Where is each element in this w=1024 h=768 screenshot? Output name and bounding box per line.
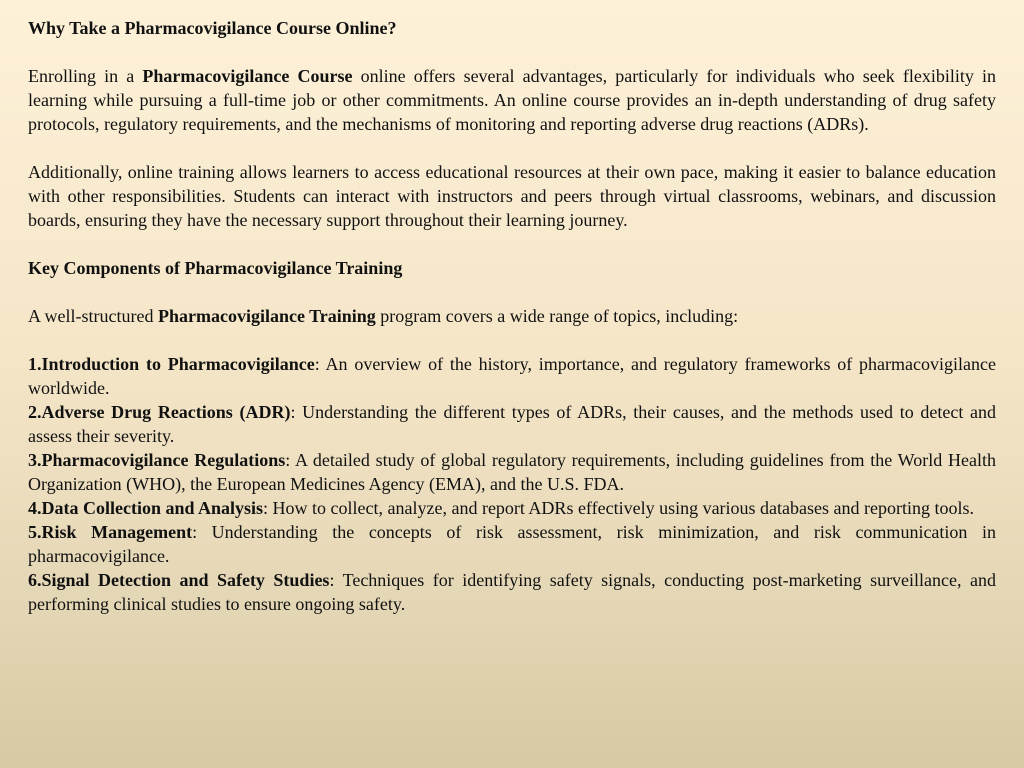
topic-title: 1.Introduction to Pharmacovigilance bbox=[28, 354, 315, 374]
topic-title: 4.Data Collection and Analysis bbox=[28, 498, 264, 518]
intro-paragraph-post: online offers several advantages, particularly for individuals who seek flexibility in learning while pursuing a full-time job or other commitments. An online course provides an in-depth understanding of drug safety protocols, regulatory requirements, and the mechanisms of monitoring and reporting adverse drug reactions (ADRs). bbox=[28, 66, 997, 134]
intro-paragraph bbox=[28, 64, 996, 136]
additional-paragraph: Additionally, online training allows learners to access educational resources at their own pace, making it easier to balance education with other responsibilities. Students can interact with instructors and peers through virtual classrooms, webinars, and discussion boards, ensuring they have the necessary support throughout their learning journey. bbox=[28, 162, 996, 230]
key-components-heading: Key Components of Pharmacovigilance Training bbox=[28, 258, 403, 278]
list-item bbox=[28, 352, 996, 400]
topic-title: 2.Adverse Drug Reactions (ADR) bbox=[28, 402, 291, 422]
list-item bbox=[28, 496, 996, 520]
program-paragraph bbox=[28, 304, 996, 328]
list-item bbox=[28, 448, 996, 496]
topic-title: 5.Risk Management bbox=[28, 522, 193, 542]
list-item bbox=[28, 520, 996, 568]
why-heading: Why Take a Pharmacovigilance Course Online? bbox=[28, 18, 397, 38]
topics-list bbox=[28, 352, 996, 616]
intro-paragraph-bold: Pharmacovigilance Course bbox=[142, 66, 353, 86]
topic-description: : Understanding the different types of ADRs, their causes, and the methods used to detect and assess their severity. bbox=[28, 402, 996, 446]
program-paragraph-bold: Pharmacovigilance Training bbox=[157, 306, 376, 326]
topic-description: : Understanding the concepts of risk assessment, risk minimization, and risk communication in pharmacovigilance. bbox=[28, 522, 997, 566]
list-item bbox=[28, 568, 996, 616]
topic-description: : How to collect, analyze, and report ADRs effectively using various databases and reporting tools. bbox=[263, 498, 975, 518]
topic-description: : Techniques for identifying safety signals, conducting post-marketing surveillance, and performing clinical studies to ensure ongoing safety. bbox=[28, 570, 996, 614]
intro-paragraph-pre: Enrolling in a bbox=[28, 66, 143, 86]
list-item bbox=[28, 400, 996, 448]
program-paragraph-pre: A well-structured bbox=[28, 306, 158, 326]
topic-title: 3.Pharmacovigilance Regulations bbox=[28, 450, 286, 470]
topic-description: : A detailed study of global regulatory requirements, including guidelines from the World Health Organization (WHO), the European Medicines Agency (EMA), and the U.S. FDA. bbox=[28, 450, 996, 494]
program-paragraph-post: program covers a wide range of topics, including: bbox=[375, 306, 739, 326]
topic-title: 6.Signal Detection and Safety Studies bbox=[28, 570, 330, 590]
document-body bbox=[28, 16, 996, 616]
topic-description: : An overview of the history, importance, and regulatory frameworks of pharmacovigilance worldwide. bbox=[28, 354, 996, 398]
